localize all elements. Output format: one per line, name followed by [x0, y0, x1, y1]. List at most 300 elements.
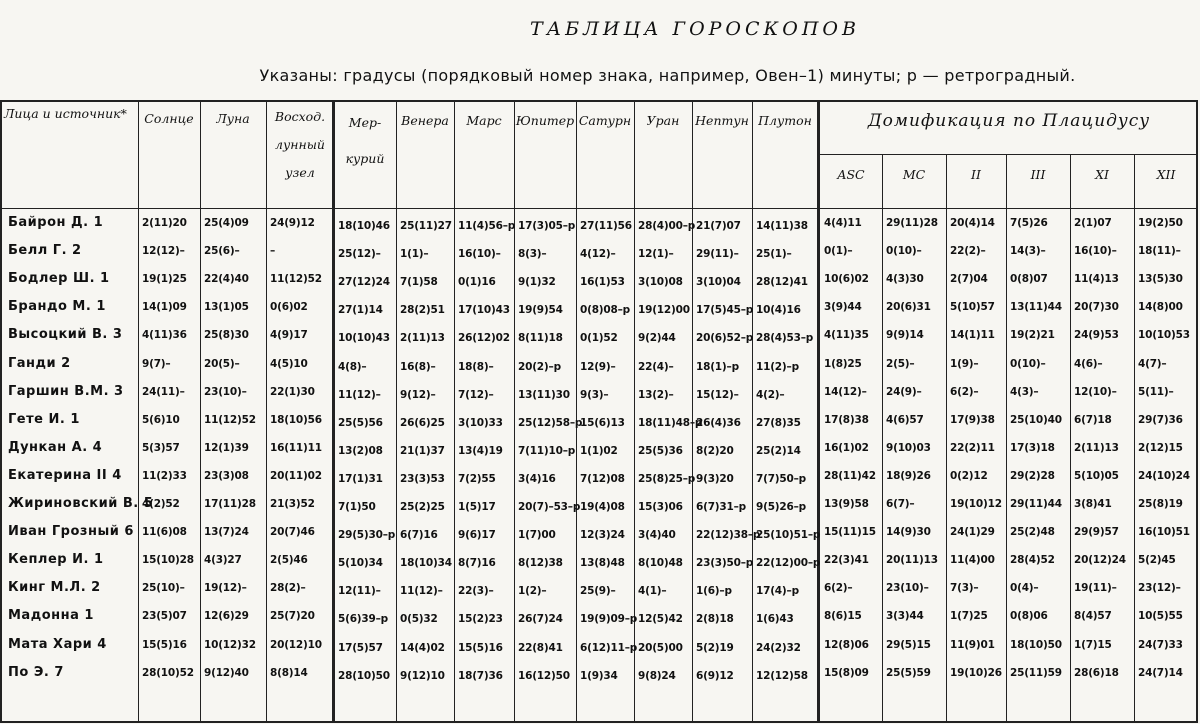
table-cell: 8(4)57 [1074, 610, 1112, 623]
table-cell: 4(11)36 [142, 329, 187, 342]
table-cell: 12(8)06 [824, 638, 869, 651]
column-divider [514, 100, 515, 723]
table-cell: 7(1)50 [338, 501, 376, 513]
table-cell: 10(10)53 [1138, 329, 1190, 342]
person-name: Мата Хари 4 [8, 636, 107, 652]
table-cell: 26(12)02 [458, 332, 510, 345]
table-cell: 0(1)– [824, 245, 853, 258]
table-cell: 25(5)36 [638, 444, 683, 457]
table-cell: 6(7)16 [400, 529, 438, 542]
table-cell: 5(6)39–р [338, 613, 388, 626]
column-divider [882, 154, 883, 723]
table-cell: 15(12)– [696, 388, 739, 401]
table-cell: 28(12)41 [756, 276, 808, 289]
column-divider [752, 100, 753, 723]
table-cell: 17(8)38 [824, 413, 869, 426]
table-cell: 5(10)57 [950, 301, 995, 314]
column-divider [1134, 154, 1135, 723]
table-cell: 4(8)– [338, 360, 367, 373]
header-mars: Марс [466, 113, 502, 128]
table-cell: 22(3)41 [824, 554, 869, 567]
table-cell: 25(5)59 [886, 666, 931, 679]
table-cell: 13(7)24 [204, 526, 249, 539]
table-cell: 9(12)– [400, 388, 436, 401]
table-cell: 24(1)29 [950, 526, 995, 539]
table-cell: 0(5)32 [400, 613, 438, 626]
table-cell: 23(3)53 [400, 472, 445, 485]
table-cell: 25(10)– [142, 582, 185, 595]
table-cell: 18(11)– [1138, 245, 1181, 258]
table-cell: 28(11)42 [824, 469, 876, 482]
table-cell: 2(11)20 [142, 217, 187, 229]
table-cell: 25(2)25 [400, 501, 445, 513]
table-cell: 1(9)– [950, 357, 979, 370]
table-cell: 17(3)05–р [518, 220, 576, 232]
table-cell: 24(7)33 [1138, 638, 1183, 651]
table-cell: 6(2)– [824, 582, 853, 595]
table-cell: 3(10)04 [696, 276, 741, 289]
table-cell: 12(3)24 [580, 529, 625, 542]
table-cell: 11(4)00 [950, 554, 995, 567]
group-divider-houses [817, 100, 820, 723]
table-border-bottom [0, 721, 1198, 723]
table-cell: 25(7)20 [270, 610, 315, 623]
table-cell: 14(4)02 [400, 641, 445, 654]
table-cell: 1(2)– [518, 585, 547, 598]
header-node-1: Восход. [274, 109, 326, 124]
header-node-2: лунный [275, 137, 325, 152]
table-cell: 11(4)13 [1074, 273, 1119, 286]
table-cell: 7(3)– [950, 582, 979, 595]
column-divider [266, 100, 267, 723]
table-cell: 20(5)– [204, 357, 240, 370]
table-cell: 28(4)00–р [638, 220, 696, 232]
table-cell: 29(11)28 [886, 217, 938, 229]
table-cell: 13(2)– [638, 388, 674, 401]
table-cell: 6(2)– [950, 385, 979, 398]
table-cell: 28(2)51 [400, 304, 445, 317]
table-cell: 3(9)44 [824, 301, 862, 314]
table-cell: 12(1)39 [204, 441, 249, 454]
table-cell: 2(11)13 [1074, 441, 1119, 454]
table-cell: 19(4)08 [580, 501, 625, 513]
table-border-left [0, 100, 2, 723]
header-house-2: II [971, 167, 981, 182]
table-cell: 7(1)58 [400, 276, 438, 289]
table-cell: 5(3)57 [142, 441, 180, 454]
table-cell: 28(2)– [270, 582, 306, 595]
table-cell: 19(1)25 [142, 273, 187, 286]
person-name: Екатерина II 4 [8, 467, 122, 483]
table-cell: 16(12)50 [518, 669, 570, 682]
table-cell: 25(2)48 [1010, 526, 1055, 539]
table-cell: 0(4)– [1010, 582, 1039, 595]
table-cell: 0(8)07 [1010, 273, 1048, 286]
table-cell: 22(1)30 [270, 385, 315, 398]
column-divider [576, 100, 577, 723]
table-cell: 1(1)– [400, 248, 429, 261]
table-cell: 1(6)43 [756, 613, 794, 626]
table-cell: 12(12)58 [756, 669, 808, 682]
table-cell: 25(1)– [756, 248, 792, 261]
table-cell: 24(9)12 [270, 217, 315, 229]
table-cell: 14(8)00 [1138, 301, 1183, 314]
table-cell: 5(2)45 [1138, 554, 1176, 567]
person-name: Бодлер Ш. 1 [8, 271, 110, 287]
person-name: Ганди 2 [8, 355, 71, 371]
header-asc: ASC [837, 167, 865, 182]
table-cell: 3(8)41 [1074, 498, 1112, 510]
table-cell: 17(1)31 [338, 472, 383, 485]
table-cell: 14(12)– [824, 385, 867, 398]
table-cell: 18(7)36 [458, 669, 503, 682]
table-cell: 13(5)30 [1138, 273, 1183, 286]
table-cell: 24(11)– [142, 385, 185, 398]
table-cell: 7(11)10–р [518, 444, 576, 457]
table-cell: 26(4)36 [696, 416, 741, 429]
table-cell: 20(5)00 [638, 641, 683, 654]
table-cell: 18(10)34 [400, 557, 452, 570]
table-cell: 25(12)58–р [518, 416, 583, 429]
table-cell: 13(11)30 [518, 388, 570, 401]
houses-title-underline [820, 154, 1198, 155]
table-cell: 9(12)10 [400, 669, 445, 682]
table-cell: 14(1)09 [142, 301, 187, 314]
table-cell: 29(5)15 [886, 638, 931, 651]
table-cell: 27(1)14 [338, 304, 383, 317]
table-cell: 17(10)43 [458, 304, 510, 317]
header-mc: MC [902, 167, 926, 182]
table-cell: 4(5)10 [270, 357, 308, 370]
table-cell: 11(12)52 [204, 413, 256, 426]
table-cell: 19(12)00 [638, 304, 690, 317]
table-cell: 21(7)07 [696, 220, 741, 232]
table-cell: 9(8)24 [638, 669, 676, 682]
table-cell: 23(5)07 [142, 610, 187, 623]
table-cell: 14(9)30 [886, 526, 931, 539]
table-cell: 3(10)08 [638, 276, 683, 289]
person-name: По Э. 7 [8, 664, 64, 680]
table-cell: 15(5)16 [458, 641, 503, 654]
table-cell: 12(6)29 [204, 610, 249, 623]
table-cell: 2(11)13 [400, 332, 445, 345]
table-cell: 2(12)15 [1138, 441, 1183, 454]
table-cell: 5(11)– [1138, 385, 1174, 398]
table-cell: 13(1)05 [204, 301, 249, 314]
header-mercury-2: курий [345, 151, 385, 166]
table-cell: 6(9)12 [696, 669, 734, 682]
table-cell: 16(8)– [400, 360, 436, 373]
table-cell: 27(11)56 [580, 220, 632, 232]
table-cell: 8(8)14 [270, 666, 308, 679]
table-cell: 9(3)– [580, 388, 609, 401]
table-cell: 5(10)05 [1074, 469, 1119, 482]
header-house-12: XII [1156, 167, 1176, 182]
table-cell: 19(11)– [1074, 582, 1117, 595]
table-cell: 1(7)15 [1074, 638, 1112, 651]
table-cell: 10(10)43 [338, 332, 390, 345]
table-cell: 15(8)09 [824, 666, 869, 679]
table-cell: 25(9)– [580, 585, 616, 598]
table-cell: 9(12)40 [204, 666, 249, 679]
table-cell: 10(4)16 [756, 304, 801, 317]
person-name: Высоцкий В. 3 [8, 327, 123, 343]
table-cell: 25(8)19 [1138, 498, 1183, 510]
column-divider [634, 100, 635, 723]
table-cell: 15(3)06 [638, 501, 683, 513]
table-cell: 20(12)10 [270, 638, 322, 651]
table-cell: 23(10)– [204, 385, 247, 398]
table-cell: 20(11)02 [270, 469, 322, 482]
table-cell: 18(8)– [458, 360, 494, 373]
table-cell: 29(9)57 [1074, 526, 1119, 539]
table-cell: 25(6)– [204, 245, 240, 258]
table-cell: 22(4)– [638, 360, 674, 373]
table-cell: 28(10)52 [142, 666, 194, 679]
column-divider [200, 100, 201, 723]
table-cell: 1(6)–р [696, 585, 732, 598]
table-cell: 24(7)14 [1138, 666, 1183, 679]
table-cell: 2(8)18 [696, 613, 734, 626]
table-cell: 22(12)38–р [696, 529, 761, 542]
table-cell: 8(10)48 [638, 557, 683, 570]
table-cell: 14(1)11 [950, 329, 995, 342]
table-cell: 12(12)– [142, 245, 185, 258]
table-cell: 10(5)55 [1138, 610, 1183, 623]
table-cell: 7(12)– [458, 388, 494, 401]
table-cell: 10(6)02 [824, 273, 869, 286]
table-cell: 9(1)32 [518, 276, 556, 289]
table-cell: 26(6)25 [400, 416, 445, 429]
table-cell: 25(2)14 [756, 444, 801, 457]
table-cell: 5(6)10 [142, 413, 180, 426]
table-cell: 13(2)08 [338, 444, 383, 457]
table-cell: 3(4)40 [638, 529, 676, 542]
table-cell: 18(10)56 [270, 413, 322, 426]
table-cell: 6(7)31–р [696, 501, 746, 513]
table-cell: 0(8)06 [1010, 610, 1048, 623]
table-cell: 25(12)– [338, 248, 381, 261]
table-cell: – [270, 245, 276, 258]
table-cell: 20(11)13 [886, 554, 938, 567]
table-cell: 11(9)01 [950, 638, 995, 651]
table-cell: 3(10)33 [458, 416, 503, 429]
table-cell: 17(9)38 [950, 413, 995, 426]
table-cell: 6(7)18 [1074, 413, 1112, 426]
table-cell: 1(5)17 [458, 501, 496, 513]
table-cell: 11(12)– [338, 388, 381, 401]
table-cell: 1(7)00 [518, 529, 556, 542]
person-name: Мадонна 1 [8, 608, 94, 624]
table-cell: 22(3)– [458, 585, 494, 598]
table-cell: 0(10)– [886, 245, 922, 258]
table-cell: 5(10)34 [338, 557, 383, 570]
table-cell: 19(9)09–р [580, 613, 638, 626]
table-cell: 14(3)– [1010, 245, 1046, 258]
table-cell: 16(10)– [458, 248, 501, 261]
table-cell: 0(1)16 [458, 276, 496, 289]
column-divider [454, 100, 455, 723]
person-name: Гете И. 1 [8, 411, 80, 427]
table-cell: 8(2)20 [696, 444, 734, 457]
table-cell: 0(10)– [1010, 357, 1046, 370]
person-name: Белл Г. 2 [8, 243, 82, 259]
table-cell: 25(4)09 [204, 217, 249, 229]
table-cell: 16(1)53 [580, 276, 625, 289]
table-cell: 11(12)52 [270, 273, 322, 286]
table-cell: 18(9)26 [886, 469, 931, 482]
table-cell: 27(8)35 [756, 416, 801, 429]
table-cell: 15(2)23 [458, 613, 503, 626]
table-cell: 9(9)14 [886, 329, 924, 342]
person-name: Дункан А. 4 [8, 439, 103, 455]
table-cell: 4(6)– [1074, 357, 1103, 370]
table-cell: 15(10)28 [142, 554, 194, 567]
table-cell: 4(3)30 [886, 273, 924, 286]
header-house-11: XI [1095, 167, 1109, 182]
horoscope-table [0, 100, 1198, 723]
table-cell: 4(2)– [756, 388, 785, 401]
table-cell: 4(11)35 [824, 329, 869, 342]
table-cell: 12(5)42 [638, 613, 683, 626]
table-cell: 25(10)51–р [756, 529, 821, 542]
table-cell: 18(10)50 [1010, 638, 1062, 651]
table-cell: 13(9)58 [824, 498, 869, 510]
table-cell: 24(9)53 [1074, 329, 1119, 342]
person-name: Кеплер И. 1 [8, 552, 104, 568]
table-border-top [0, 100, 1198, 102]
table-cell: 29(5)30–р [338, 529, 396, 542]
table-cell: 15(5)16 [142, 638, 187, 651]
table-cell: 22(12)00–р [756, 557, 821, 570]
table-cell: 7(2)55 [458, 472, 496, 485]
table-cell: 16(11)11 [270, 441, 322, 454]
table-cell: 15(11)15 [824, 526, 876, 539]
table-cell: 6(7)– [886, 498, 915, 510]
table-cell: 29(2)28 [1010, 469, 1055, 482]
person-name: Брандо М. 1 [8, 299, 106, 315]
table-cell: 9(2)44 [638, 332, 676, 345]
table-cell: 3(3)44 [886, 610, 924, 623]
group-divider-planets [332, 100, 335, 723]
header-sun: Солнце [144, 111, 194, 126]
table-cell: 18(10)46 [338, 220, 390, 232]
table-cell: 9(5)26–р [756, 501, 806, 513]
header-separator [0, 208, 1198, 209]
table-cell: 21(3)52 [270, 498, 315, 510]
table-cell: 19(2)50 [1138, 217, 1183, 229]
table-cell: 17(5)45–р [696, 304, 754, 317]
table-cell: 17(11)28 [204, 498, 256, 510]
table-cell: 19(10)12 [950, 498, 1002, 510]
table-cell: 4(2)52 [142, 498, 180, 510]
table-cell: 1(1)02 [580, 444, 618, 457]
person-name: Жириновский В. 5 [8, 496, 154, 511]
table-cell: 9(6)17 [458, 529, 496, 542]
person-name: Иван Грозный 6 [8, 524, 134, 540]
table-cell: 1(7)25 [950, 610, 988, 623]
table-cell: 25(8)30 [204, 329, 249, 342]
column-divider [946, 154, 947, 723]
table-cell: 9(7)– [142, 357, 171, 370]
table-cell: 9(10)03 [886, 441, 931, 454]
table-cell: 13(4)19 [458, 444, 503, 457]
table-cell: 8(12)38 [518, 557, 563, 570]
table-cell: 8(6)15 [824, 610, 862, 623]
table-cell: 29(11)– [696, 248, 739, 261]
table-cell: 20(6)52–р [696, 332, 754, 345]
header-jupiter: Юпитер [515, 113, 575, 128]
page-title: ТАБЛИЦА ГОРОСКОПОВ [530, 18, 860, 40]
table-cell: 24(9)– [886, 385, 922, 398]
table-cell: 16(10)– [1074, 245, 1117, 258]
table-cell: 5(2)19 [696, 641, 734, 654]
table-cell: 4(9)17 [270, 329, 308, 342]
table-cell: 11(2)–р [756, 360, 799, 373]
table-cell: 0(6)02 [270, 301, 308, 314]
table-cell: 25(5)56 [338, 416, 383, 429]
table-cell: 25(11)27 [400, 220, 452, 232]
table-cell: 20(7)–53–р [518, 501, 581, 513]
table-cell: 18(11)48–р [638, 416, 703, 429]
header-neptune: Нептун [695, 113, 749, 128]
table-cell: 15(6)13 [580, 416, 625, 429]
table-cell: 8(7)16 [458, 557, 496, 570]
person-name: Кинг М.Л. 2 [8, 580, 101, 596]
table-cell: 23(3)50–р [696, 557, 754, 570]
table-cell: 16(1)02 [824, 441, 869, 454]
table-cell: 22(2)– [950, 245, 986, 258]
table-border-right [1196, 100, 1198, 723]
table-cell: 27(12)24 [338, 276, 390, 289]
table-cell: 19(2)21 [1010, 329, 1055, 342]
table-cell: 17(5)57 [338, 641, 383, 654]
table-cell: 13(11)44 [1010, 301, 1062, 314]
header-saturn: Сатурн [578, 113, 632, 128]
table-cell: 28(6)18 [1074, 666, 1119, 679]
table-cell: 2(5)– [886, 357, 915, 370]
table-cell: 4(6)57 [886, 413, 924, 426]
table-cell: 12(11)– [338, 585, 381, 598]
table-cell: 12(9)– [580, 360, 616, 373]
table-cell: 10(12)32 [204, 638, 256, 651]
table-cell: 17(3)18 [1010, 441, 1055, 454]
table-cell: 1(8)25 [824, 357, 862, 370]
table-cell: 18(1)–р [696, 360, 739, 373]
table-cell: 12(1)– [638, 248, 674, 261]
table-cell: 7(12)08 [580, 472, 625, 485]
table-cell: 21(1)37 [400, 444, 445, 457]
table-cell: 26(7)24 [518, 613, 563, 626]
table-cell: 0(8)08–р [580, 304, 630, 317]
table-cell: 11(12)– [400, 585, 443, 598]
column-divider [138, 100, 139, 723]
column-divider [1006, 154, 1007, 723]
column-divider [396, 100, 397, 723]
table-cell: 28(4)52 [1010, 554, 1055, 567]
table-cell: 6(12)11–р [580, 641, 638, 654]
table-cell: 7(5)26 [1010, 217, 1048, 229]
table-cell: 25(10)40 [1010, 413, 1062, 426]
table-cell: 11(6)08 [142, 526, 187, 539]
header-persons: Лица и источник* [4, 106, 127, 121]
table-cell: 20(4)14 [950, 217, 995, 229]
table-cell: 25(8)25–р [638, 472, 696, 485]
table-cell: 2(1)07 [1074, 217, 1112, 229]
header-node-3: узел [285, 165, 315, 180]
table-cell: 12(10)– [1074, 385, 1117, 398]
header-pluto: Плутон [758, 113, 812, 128]
